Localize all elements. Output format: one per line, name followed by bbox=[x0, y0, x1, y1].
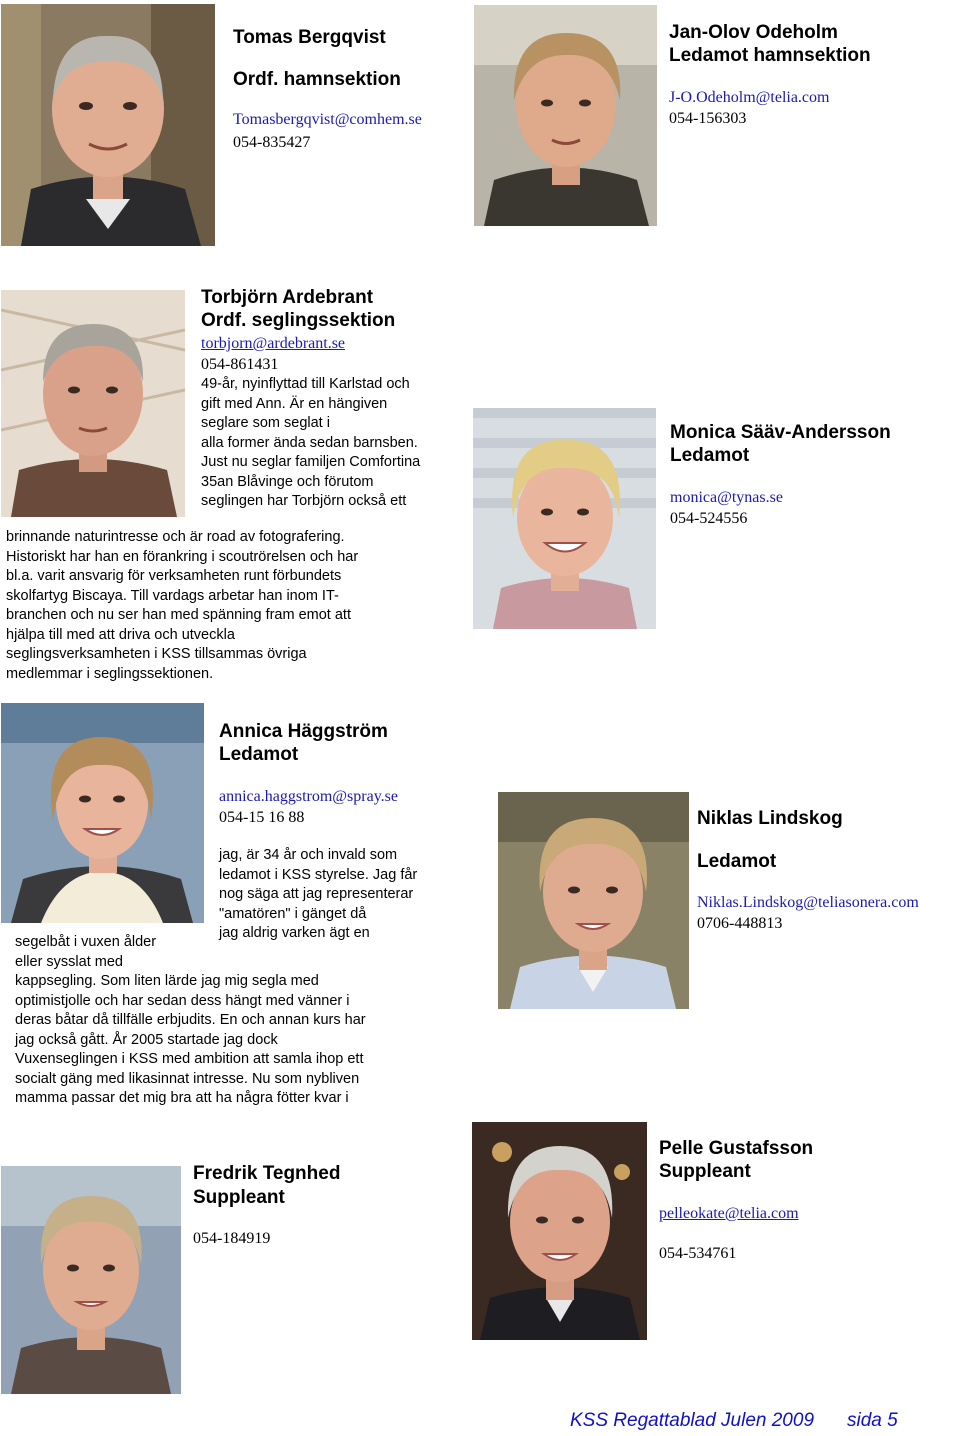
photo-niklas-lindskog bbox=[498, 792, 689, 1009]
annica-name: Annica Häggström bbox=[219, 721, 388, 742]
torbjorn-role: Ordf. seglingssektion bbox=[201, 310, 396, 331]
fredrik-role: Suppleant bbox=[193, 1187, 285, 1208]
niklas-email-link[interactable]: Niklas.Lindskog@teliasonera.com bbox=[697, 894, 919, 911]
tomas-phone: 054-835427 bbox=[233, 134, 311, 151]
photo-fredrik-tegnhed bbox=[1, 1166, 181, 1394]
janolov-name: Jan-Olov Odeholm bbox=[669, 22, 838, 43]
pelle-phone: 054-534761 bbox=[659, 1245, 737, 1262]
annica-bio-side: jag, är 34 år och invald som ledamot i KSS styrelse. Jag får nog säga att jag representerar "amatören" i gänget då jag aldrig varken ägt en bbox=[219, 847, 418, 941]
torbjorn-phone: 054-861431 bbox=[201, 356, 279, 373]
pelle-name: Pelle Gustafsson bbox=[659, 1138, 814, 1159]
fredrik-name: Fredrik Tegnhed bbox=[193, 1163, 341, 1184]
pelle-role: Suppleant bbox=[659, 1161, 751, 1182]
niklas-name: Niklas Lindskog bbox=[697, 808, 843, 829]
annica-email-link[interactable]: annica.haggstrom@spray.se bbox=[219, 788, 398, 805]
janolov-email-link[interactable]: J-O.Odeholm@telia.com bbox=[669, 89, 830, 106]
photo-monica-saav-andersson bbox=[473, 408, 656, 629]
niklas-phone: 0706-448813 bbox=[697, 915, 783, 932]
fredrik-phone: 054-184919 bbox=[193, 1230, 271, 1247]
annica-bio-full: segelbåt i vuxen ålder eller sysslat med kappsegling. Som liten lärde jag mig segla med optimistjolle och har sedan dess hängt med vänner i deras båtar då tillfälle erbjudits. En och annan kurs har jag också gått. År 2005 startade jag dock Vuxenseglingen i KSS med ambition att samla ihop ett socialt gäng med likasinnat intresse. Nu som nybliven mamma passar det mig bra att ha några fötter kvar i bbox=[15, 934, 366, 1106]
torbjorn-bio-full: brinnande naturintresse och är road av fotografering. Historiskt har han en förankring i scoutrörelsen och har bl.a. varit ansvarig för verksamheten runt förbundets skolfartyg Biscaya. Till vardags arbetar han inom IT- branchen och nu ser han med spänning fram emot att hjälpa till med att driva och utveckla seglingsverksamheten i KSS tillsammas övriga medlemmar i seglingssektionen. bbox=[6, 529, 359, 682]
niklas-role: Ledamot bbox=[697, 851, 777, 872]
photo-jan-olov-odeholm bbox=[474, 5, 657, 226]
tomas-email-link[interactable]: Tomasbergqvist@comhem.se bbox=[233, 111, 422, 128]
janolov-phone: 054-156303 bbox=[669, 110, 747, 127]
monica-phone: 054-524556 bbox=[670, 510, 748, 527]
annica-phone: 054-15 16 88 bbox=[219, 809, 305, 826]
monica-name: Monica Sääv-Andersson bbox=[670, 422, 891, 443]
torbjorn-email-link[interactable]: torbjorn@ardebrant.se bbox=[201, 335, 346, 352]
photo-pelle-gustafsson bbox=[472, 1122, 647, 1340]
photo-annica-haggstrom bbox=[1, 703, 204, 923]
annica-role: Ledamot bbox=[219, 744, 299, 765]
pelle-email-link[interactable]: pelleokate@telia.com bbox=[659, 1205, 799, 1222]
tomas-name: Tomas Bergqvist bbox=[233, 27, 386, 48]
torbjorn-bio-side: 49-år, nyinflyttad till Karlstad och gift med Ann. Är en hängiven seglare som seglat i alla former ända sedan barnsben. Just nu seglar familjen Comfortina 35an Blåvinge och förutom seglingen har Torbjörn också ett bbox=[201, 376, 421, 509]
tomas-role: Ordf. hamnsektion bbox=[233, 69, 401, 90]
footer-page-number: sida 5 bbox=[847, 1410, 898, 1431]
photo-tomas-bergqvist bbox=[1, 4, 215, 246]
monica-role: Ledamot bbox=[670, 445, 750, 466]
photo-torbjorn-ardebrant bbox=[1, 290, 185, 517]
janolov-role: Ledamot hamnsektion bbox=[669, 45, 871, 66]
torbjorn-name: Torbjörn Ardebrant bbox=[201, 287, 374, 308]
monica-email-link[interactable]: monica@tynas.se bbox=[670, 489, 783, 506]
footer-publication: KSS Regattablad Julen 2009 bbox=[570, 1410, 815, 1431]
